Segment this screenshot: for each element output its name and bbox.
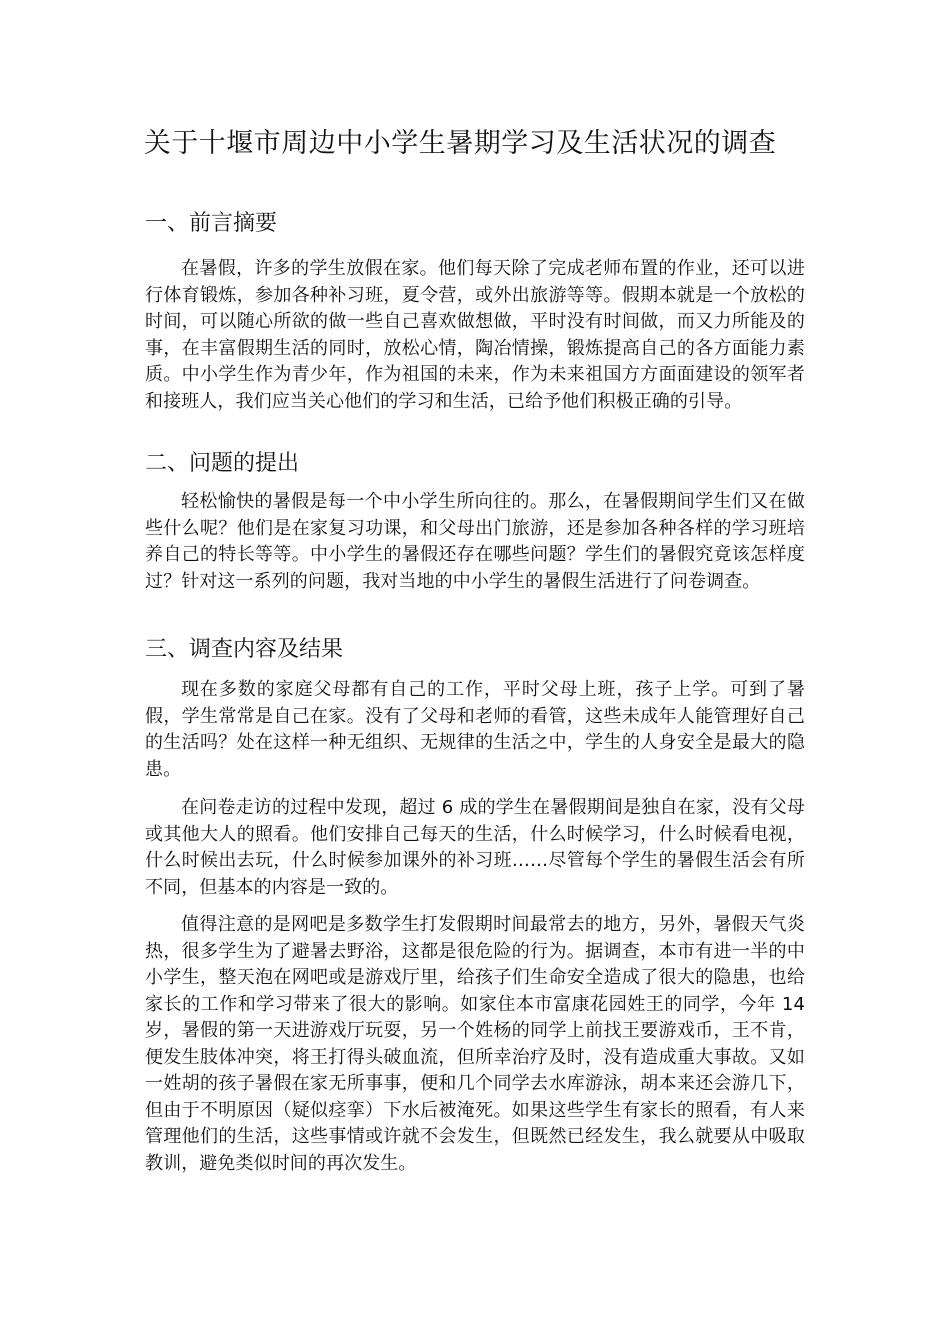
section-heading-problem: 二、问题的提出 [145,451,300,476]
document-title: 关于十堰市周边中小学生暑期学习及生活状况的调查 [143,128,777,159]
results-paragraph-1: 现在多数的家庭父母都有自己的工作，平时父母上班，孩子上学。可到了暑假，学生常常是自己在家。没有了父母和老师的看管，这些未成年人能管理好自己的生活吗？处在这样一种无组织、无规律的生活之中，学生的人身安全是最大的隐患。 [145,679,805,780]
results-paragraph-2: 在问卷走访的过程中发现，超过 6 成的学生在暑假期间是独自在家，没有父母或其他大人的照看。他们安排自己每天的生活，什么时候学习，什么时候看电视，什么时候出去玩，什么时候参加课外的补习班……尽管每个学生的暑假生活会有所不同，但基本的内容是一致的。 [145,797,805,898]
preface-paragraph: 在暑假，许多的学生放假在家。他们每天除了完成老师布置的作业，还可以进行体育锻炼，参加各种补习班，夏令营，或外出旅游等等。假期本就是一个放松的时间，可以随心所欲的做一些自己喜欢做想做，平时没有时间做，而又力所能及的事，在丰富假期生活的同时，放松心情，陶冶情操，锻炼提高自己的各方面能力素质。中小学生作为青少年，作为祖国的未来，作为未来祖国方方面面建设的领军者和接班人，我们应当关心他们的学习和生活，已给予他们积极正确的引导。 [145,258,805,412]
problem-paragraph: 轻松愉快的暑假是每一个中小学生所向往的。那么，在暑假期间学生们又在做些什么呢？他们是在家复习功课，和父母出门旅游，还是参加各种各样的学习班培养自己的特长等等。中小学生的暑假还存在哪些问题？学生们的暑假究竟该怎样度过？针对这一系列的问题，我对当地的中小学生的暑假生活进行了问卷调查。 [145,491,805,592]
section-heading-preface: 一、前言摘要 [145,211,278,236]
results-paragraph-3: 值得注意的是网吧是多数学生打发假期时间最常去的地方，另外，暑假天气炎热，很多学生为了避暑去野浴，这都是很危险的行为。据调查，本市有进一半的中小学生，整天泡在网吧或是游戏厅里，给孩子们生命安全造成了很大的隐患，也给家长的工作和学习带来了很大的影响。如家住本市富康花园姓王的同学，今年 14 岁，暑假的第一天进游戏厅玩耍，另一个姓杨的同学上前找王要游戏币，王不肯，便发生肢体冲突，将王打得头破血流，但所幸治疗及时，没有造成重大事故。又如一姓胡的孩子暑假在家无所事事，便和几个同学去水库游泳，胡本来还会游几下，但由于不明原因（疑似痉挛）下水后被淹死。如果这些学生有家长的照看，有人来管理他们的生活，这些事情或许就不会发生，但既然已经发生，我么就要从中吸取教训，避免类似时间的再次发生。 [145,914,805,1174]
section-heading-results: 三、调查内容及结果 [145,637,344,662]
